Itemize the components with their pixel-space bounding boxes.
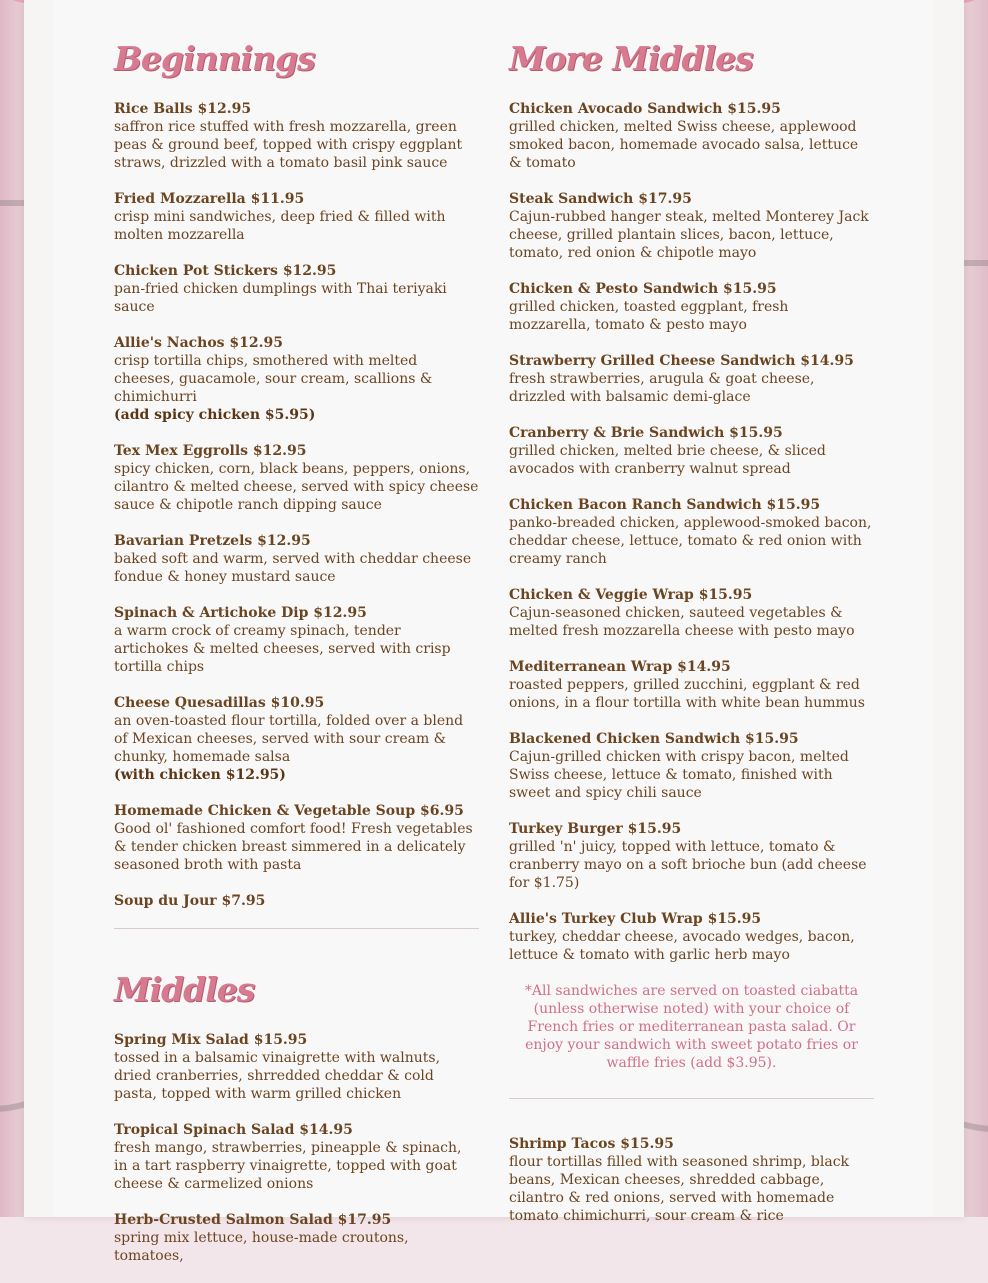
menu-item-description: flour tortillas filled with seasoned shrimp, black beans, Mexican cheeses, shredded cabbage, cilantro & red onions, served with homemade tomato chimichurri, sour cream & rice — [509, 1154, 850, 1224]
menu-item-description: panko-breaded chicken, applewood-smoked bacon, cheddar cheese, lettuce, tomato & red onion with creamy ranch — [509, 515, 872, 567]
menu-item — [509, 352, 874, 406]
beginnings-list — [114, 100, 479, 910]
menu-item — [509, 1135, 874, 1225]
menu-item-name: Mediterranean Wrap $14.95 — [509, 659, 731, 675]
menu-item — [114, 442, 479, 514]
menu-item — [114, 1211, 479, 1265]
menu-item-description: tossed in a balsamic vinaigrette with walnuts, dried cranberries, shrredded cheddar & cold pasta, topped with warm grilled chicken — [114, 1050, 441, 1102]
menu-item-description: grilled chicken, melted brie cheese, & sliced avocados with cranberry walnut spread — [509, 443, 826, 477]
menu-item — [509, 730, 874, 802]
menu-item — [114, 532, 479, 586]
menu-item-name: Chicken Bacon Ranch Sandwich $15.95 — [509, 497, 821, 513]
menu-item — [509, 496, 874, 568]
menu-item-name: Soup du Jour $7.95 — [114, 893, 266, 909]
section-title-middles: Middles — [114, 970, 255, 1009]
menu-item-name: Rice Balls $12.95 — [114, 101, 252, 117]
section-divider — [509, 1098, 874, 1099]
section-title-beginnings: Beginnings — [114, 39, 315, 78]
menu-item-name: Turkey Burger $15.95 — [509, 821, 682, 837]
menu-item — [114, 694, 479, 784]
menu-item-description: grilled chicken, melted Swiss cheese, applewood smoked bacon, homemade avocado salsa, lettuce & tomato — [509, 119, 859, 171]
menu-item-description: Cajun-grilled chicken with crispy bacon, melted Swiss cheese, lettuce & tomato, finished with sweet and spicy chili sauce — [509, 749, 849, 801]
menu-item — [114, 802, 479, 874]
menu-item — [114, 334, 479, 424]
menu-item — [509, 280, 874, 334]
more-middles-list — [509, 100, 874, 964]
menu-item-description: fresh mango, strawberries, pineapple & spinach, in a tart raspberry vinaigrette, topped with goat cheese & carmelized onions — [114, 1140, 462, 1192]
menu-item-name: Allie's Nachos $12.95 — [114, 335, 284, 351]
menu-item — [114, 100, 479, 172]
menu-item-description: crisp mini sandwiches, deep fried & filled with molten mozzarella — [114, 209, 446, 243]
right-column — [509, 38, 874, 1243]
section-title-more-middles: More Middles — [509, 39, 753, 78]
menu-item-name: Fried Mozzarella $11.95 — [114, 191, 305, 207]
menu-item-name: Allie's Turkey Club Wrap $15.95 — [509, 911, 762, 927]
menu-item-description: a warm crock of creamy spinach, tender artichokes & melted cheeses, served with crisp tortilla chips — [114, 623, 451, 675]
menu-item-description: saffron rice stuffed with fresh mozzarella, green peas & ground beef, topped with crispy eggplant straws, drizzled with a tomato basil pink sauce — [114, 119, 463, 171]
sandwich-note: *All sandwiches are served on toasted ciabatta (unless otherwise noted) with your choice of French fries or mediterranean pasta salad. Or enjoy your sandwich with sweet potato fries or waffle fries (add $3.95). — [524, 983, 859, 1071]
menu-item-name: Chicken Avocado Sandwich $15.95 — [509, 101, 781, 117]
menu-item-description: spicy chicken, corn, black beans, peppers, onions, cilantro & melted cheese, served with spicy cheese sauce & chipotle ranch dipping sauce — [114, 461, 479, 513]
menu-item-description: fresh strawberries, arugula & goat cheese, drizzled with balsamic demi-glace — [509, 371, 815, 405]
menu-item-description: turkey, cheddar cheese, avocado wedges, bacon, lettuce & tomato with garlic herb mayo — [509, 929, 855, 963]
menu-item-name: Shrimp Tacos $15.95 — [509, 1136, 674, 1152]
menu-item-description: Cajun-seasoned chicken, sauteed vegetables & melted fresh mozzarella cheese with pesto mayo — [509, 605, 855, 639]
menu-item — [114, 892, 479, 910]
menu-item-name: Strawberry Grilled Cheese Sandwich $14.95 — [509, 353, 854, 369]
menu-item — [114, 190, 479, 244]
section-divider — [114, 928, 479, 929]
menu-item-description: Good ol' fashioned comfort food! Fresh vegetables & tender chicken breast simmered in a delicately seasoned broth with pasta — [114, 821, 473, 873]
menu-item-description: an oven-toasted flour tortilla, folded over a blend of Mexican cheeses, served with sour cream & chunky, homemade salsa — [114, 713, 464, 765]
menu-item-name: Chicken & Veggie Wrap $15.95 — [509, 587, 753, 603]
menu-item-addon: (with chicken $12.95) — [114, 767, 286, 783]
menu-item-name: Herb-Crusted Salmon Salad $17.95 — [114, 1212, 392, 1228]
menu-item-name: Chicken & Pesto Sandwich $15.95 — [509, 281, 777, 297]
menu-item-description: grilled 'n' juicy, topped with lettuce, tomato & cranberry mayo on a soft brioche bun (add cheese for $1.75) — [509, 839, 867, 891]
menu-item-name: Tropical Spinach Salad $14.95 — [114, 1122, 353, 1138]
menu-item-description: grilled chicken, toasted eggplant, fresh mozzarella, tomato & pesto mayo — [509, 299, 789, 333]
menu-item — [509, 820, 874, 892]
menu-item-name: Cranberry & Brie Sandwich $15.95 — [509, 425, 783, 441]
menu-item-name: Spring Mix Salad $15.95 — [114, 1032, 308, 1048]
menu-item-description: baked soft and warm, served with cheddar cheese fondue & honey mustard sauce — [114, 551, 472, 585]
menu-item-description: Cajun-rubbed hanger steak, melted Monterey Jack cheese, grilled plantain slices, bacon, lettuce, tomato, red onion & chipotle mayo — [509, 209, 869, 261]
menu-item-name: Steak Sandwich $17.95 — [509, 191, 692, 207]
menu-item-description: roasted peppers, grilled zucchini, eggplant & red onions, in a flour tortilla with white bean hummus — [509, 677, 865, 711]
menu-item — [509, 910, 874, 964]
menu-item-addon: (add spicy chicken $5.95) — [114, 407, 316, 423]
more-middles-after-list — [509, 1135, 874, 1225]
menu-item — [509, 190, 874, 262]
menu-item — [114, 604, 479, 676]
menu-item-description: spring mix lettuce, house-made croutons, tomatoes, — [114, 1230, 409, 1264]
menu-item — [509, 424, 874, 478]
menu-item — [509, 586, 874, 640]
left-column — [114, 38, 479, 1283]
menu-item-name: Spinach & Artichoke Dip $12.95 — [114, 605, 367, 621]
menu-item-name: Chicken Pot Stickers $12.95 — [114, 263, 337, 279]
menu-item-description: pan-fried chicken dumplings with Thai teriyaki sauce — [114, 281, 447, 315]
menu-item-name: Homemade Chicken & Vegetable Soup $6.95 — [114, 803, 464, 819]
menu-item-name: Bavarian Pretzels $12.95 — [114, 533, 311, 549]
menu-item — [114, 1031, 479, 1103]
menu-item-description: crisp tortilla chips, smothered with melted cheeses, guacamole, sour cream, scallions & chimichurri — [114, 353, 433, 405]
menu-item-name: Tex Mex Eggrolls $12.95 — [114, 443, 307, 459]
menu-item — [114, 1121, 479, 1193]
menu-item-name: Blackened Chicken Sandwich $15.95 — [509, 731, 799, 747]
menu-item-name: Cheese Quesadillas $10.95 — [114, 695, 325, 711]
menu-item — [114, 262, 479, 316]
menu-item — [509, 100, 874, 172]
menu-item — [509, 658, 874, 712]
middles-list — [114, 1031, 479, 1265]
